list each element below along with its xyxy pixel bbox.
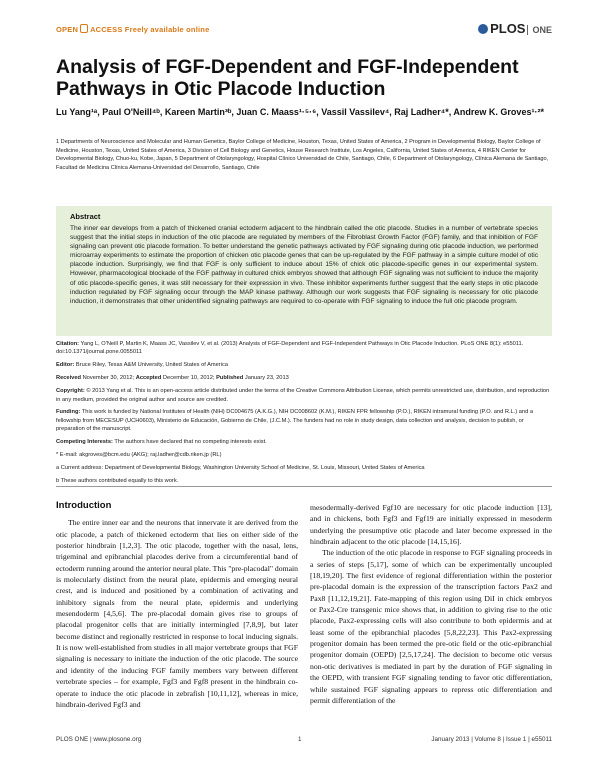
citation	[56, 340, 552, 357]
funding-text: This work is funded by National Institutes of Health (NIH) DC004675 (A.K.G.), NIH DC008602 (K.M.), RIKEN FPR fellowship (P.O.), RIKEN intramural funding (P.O. and R.L.) and a fellowship from MECESUP (UCH0603), Ministerio de Educación, Gobierno de Chile, (J.C.M.). The funders had no role in study design, data collection and analysis, decision to publish, or preparation of the manuscript.	[56, 409, 533, 433]
open-lock-icon	[80, 24, 88, 33]
citation-text: Yang L, O'Neill P, Martin K, Maass JC, Vassilev V, et al. (2013) Analysis of FGF-Dependent and FGF-Independent Pathways in Otic Placode Induction. PLoS ONE 8(1): e55011. doi:10.1371/journal.pone.0055011	[56, 341, 524, 356]
received-date: November 30, 2012;	[82, 375, 135, 382]
section-divider	[56, 486, 552, 487]
equal-contribution: b These authors contributed equally to this work.	[56, 477, 179, 484]
funding-label: Funding:	[56, 409, 81, 416]
accepted-date: December 10, 2012;	[162, 375, 215, 382]
footer-journal: PLOS ONE | www.plosone.org	[56, 736, 142, 743]
page-number: 1	[298, 736, 302, 743]
journal-header	[56, 21, 552, 38]
intro-paragraph-1: The entire inner ear and the neurons that innervate it are derived from the otic placode, a patch of thickened ectoderm that lies on either side of the posterior hindbrain [1,2,3]. The otic placode, together with the nasal, lens, trigeminal and epibranchial placodes derive from a circumferential band of ectoderm running around the anterior neural plate. This "pre-placodal" domain is molecularly distinct from the neural plate, epidermis and emerging neural crest, and is induced and positioned by a combination of activating and inhibitory signals from the neural plate, epidermis and underlying mesendoderm [4,5,6]. The pre-placodal domain gives rise to groups of placodal progenitor cells that are initially intermingled [7,8,9], but later become distinct and regionally restricted in response to local inducing signals. It is now well-established from studies in all major vertebrate groups that FGF signaling is necessary to initiate the induction of the otic placode. The source and identity of the inducing FGF family members vary between different vertebrate species – for example, Fgf3 and Fgf8 present in the hindbrain co-operate to induce the otic placode in zebrafish [10,11,12], whereas in mice, hindbrain-derived Fgf3 and	[56, 518, 298, 709]
author-list: Lu Yang¹ᵃ, Paul O'Neill⁴ᵇ, Kareen Martin³ᵇ, Juan C. Maass¹·⁵·⁶, Vassil Vassilev⁴, Raj Ladher⁴*, Andrew K. Groves¹·²*	[56, 107, 544, 117]
published-date: January 23, 2013	[244, 375, 289, 382]
competing-label: Competing Interests:	[56, 439, 113, 446]
paper-title: Analysis of FGF-Dependent and FGF-Independent Pathways in Otic Placode Induction	[56, 56, 519, 100]
journal-name-suffix: ONE	[527, 25, 552, 35]
left-column	[56, 500, 298, 710]
copyright-text: © 2013 Yang et al. This is an open-access article distributed under the terms of the Creative Commons Attribution License, which permits unrestricted use, distribution, and reproduction in any medium, provided the original author and source are credited.	[56, 388, 550, 403]
abstract-box	[56, 206, 552, 336]
received-label: Received	[56, 375, 81, 382]
open-access-word: OPEN	[56, 25, 79, 34]
abstract-text: The inner ear develops from a patch of thickened cranial ectoderm adjacent to the hindbrain called the otic placode. Studies in a number of vertebrate species suggest that the initial steps in induction of the otic placode are regulated by members of the Fibroblast Growth Factor (FGF) family, and that inhibition of FGF signaling can prevent otic placode formation. To better understand the genetic pathways activated by FGF signaling during otic placode induction, we performed microarray experiments to estimate the proportion of chicken otic placode genes that can be up-regulated by the FGF pathway in a simple culture model of otic placode induction. Surprisingly, we find that FGF is only sufficient to induce about 15% of chick otic placode-specific genes in our experimental system. However, pharmacological blockade of the FGF pathway in cultured chick embryos showed that although FGF signaling was not sufficient to induce the majority of otic placode-specific genes, it was still necessary for their expression in vivo. These inhibitor experiments further suggest that the early steps in otic placode induction regulated by FGF signaling occur through the MAP kinase pathway. Although our work suggests that FGF signaling is necessary for otic placode induction, it demonstrates that other unidentified signaling pathways are required to co-operate with FGF signaling to induce the full otic placode program.	[70, 225, 538, 305]
citation-label: Citation:	[56, 341, 80, 347]
published-label: Published	[216, 375, 244, 382]
intro-paragraph-2: mesodermally-derived Fgf10 are necessary for otic placode induction [13], and in chickens, both Fgf3 and Fgf19 are initially expressed in mesoderm underlying the presumptive otic placode and later become expressed in the hindbrain adjacent to the otic placode [14,15,16].	[310, 503, 552, 547]
editor-text: Bruce Riley, Texas A&M University, United States of America	[75, 362, 228, 369]
intro-paragraph-3: The induction of the otic placode in response to FGF signaling proceeds in a series of steps [5,17], some of which can be experimentally uncoupled [18,19,20]. The first evidence of regional differentiation within the posterior pre-placodal domain is the expression of the transcription factors Pax2 and Pax8 [11,12,19,21]. Fate-mapping of this region using DiI in chick embryos or Pax2-Cre transgenic mice shows that, in addition to giving rise to the otic placode, Pax2-expressing cells will also contribute to both epidermis and at least some of the epibranchial placodes [5,8,22,23]. This Pax2-expressing progenitor domain has been termed the pre-otic field or the otic-epibranchial progenitor domain (OEPD) [2,5,17,24]. The decision to become otic versus non-otic derivatives is mediated in part by the duration of FGF signaling in the OEPD, with transient FGF signaling tending to favor otic differentiation, while sustained FGF signaling appears to repress otic differentiation and permit differentiation of the	[310, 548, 552, 705]
footer-issue: January 2013 | Volume 8 | Issue 1 | e55011	[431, 736, 552, 743]
right-column	[310, 502, 552, 706]
introduction-heading: Introduction	[56, 500, 112, 511]
editor	[56, 361, 552, 369]
open-access-label	[56, 24, 209, 34]
open-access-suffix: ACCESS Freely available online	[90, 25, 210, 34]
article-metadata	[56, 340, 552, 490]
editor-label: Editor:	[56, 362, 75, 369]
dates	[56, 374, 552, 382]
plos-logo-icon	[478, 24, 488, 34]
competing-text: The authors have declared that no competing interests exist.	[114, 439, 267, 446]
competing-interests	[56, 438, 552, 446]
journal-name: PLOS	[490, 21, 526, 36]
journal-logo	[478, 21, 552, 36]
copyright-label: Copyright:	[56, 388, 85, 395]
affiliations: 1 Departments of Neuroscience and Molecular and Human Genetics, Baylor College of Medicine, Houston, Texas, United States of America, 2 Program in Developmental Biology, Baylor College of Medicine, Houston, Texas, United States of America, 3 Division of Cell Biology and Genetics, House Research Institute, Los Angeles, California, United States of America, 4 RIKEN Center for Developmental Biology, Chuo-ku, Kobe, Japan, 5 Department of Otolaryngology, Hospital Clínico Universidad de Chile, Santiago, Chile, 6 Department of Otolaryngology, Clínica Alemana de Santiago, Facultad de Medicina Clínica Alemana-Universidad del Desarrollo, Santiago, Chile	[56, 139, 549, 171]
current-address: a Current address: Department of Developmental Biology, Washington University School of Medicine, St. Louis, Missouri, United States of America	[56, 464, 425, 471]
copyright	[56, 387, 552, 404]
abstract-heading: Abstract	[70, 212, 101, 221]
funding	[56, 408, 552, 433]
accepted-label: Accepted	[135, 375, 162, 382]
email: * E-mail: akgroves@bcm.edu (AKG); raj.ladher@cdb.riken.jp (RL)	[56, 452, 222, 459]
